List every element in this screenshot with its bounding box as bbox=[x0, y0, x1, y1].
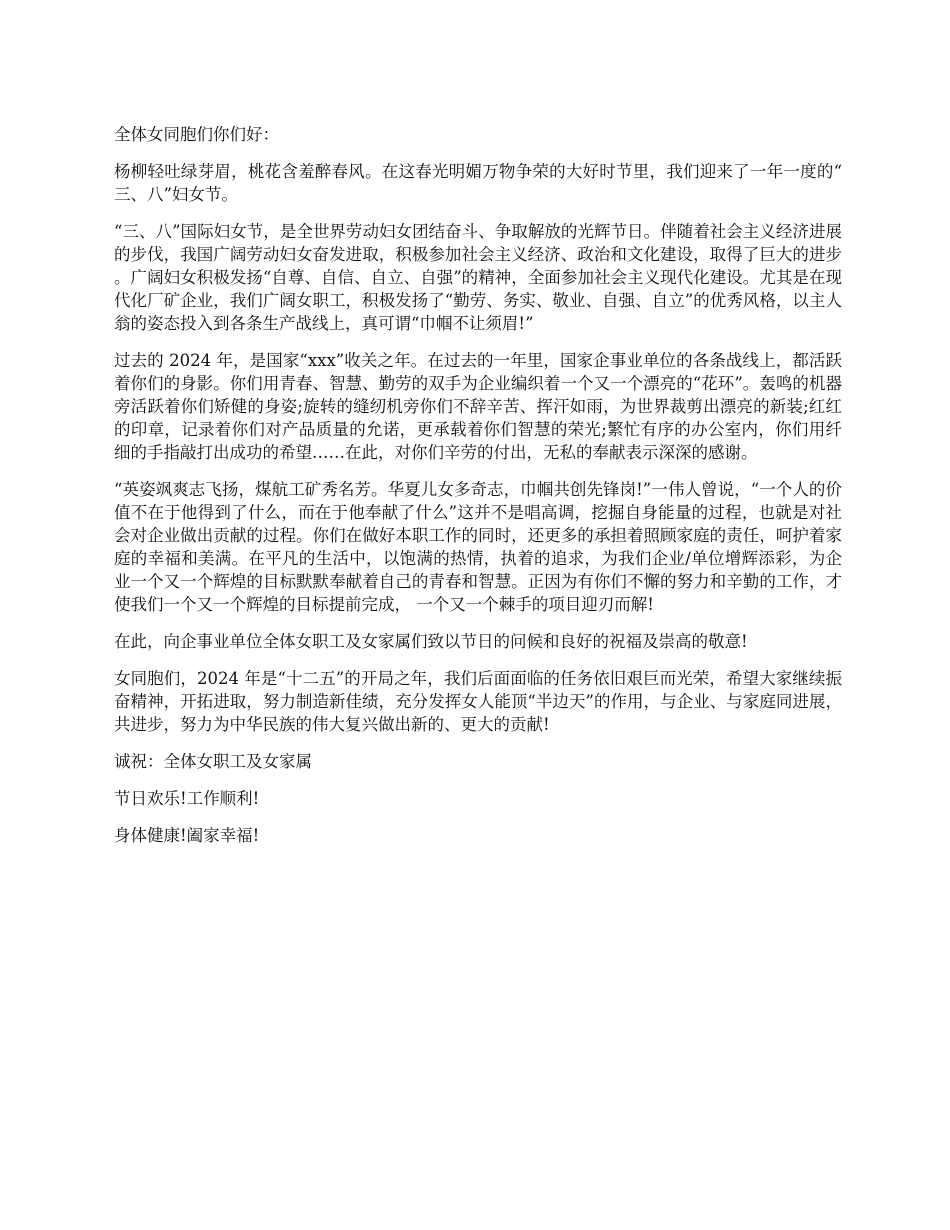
closing-line-1: 诚祝：全体女职工及女家属 bbox=[114, 752, 312, 771]
paragraph-greetings: 在此，向企事业单位全体女职工及女家属们致以节日的问候和良好的祝福及崇高的敬意! bbox=[114, 632, 748, 651]
paragraph-womens-day: “三、八”国际妇女节，是全世界劳动妇女团结奋斗、争取解放的光辉节日。伴随着社会主义经济进展的步伐，我国广阔劳动妇女奋发进取，积极参加社会主义经济、政治和文化建设，取得了巨大的进步。广阔妇女积极发扬“自尊、自信、自立、自强”的精神，全面参加社会主义现代化建设。尤其是在现代化厂矿企业，我们广阔女职工，积极发扬了“勤劳、务实、敬业、自强、自立”的优秀风格，以主人翁的姿态投入到各条生产战线上，真可谓“巾帼不让须眉!” bbox=[114, 222, 842, 333]
paragraph-value: “英姿飒爽志飞扬，煤航工矿秀名芳。华夏儿女多奇志，巾帼共创先锋岗!”一伟人曾说，“一个人的价值不在于他得到了什么，而在于他奉献了什么”这并不是唱高调，挖掘自身能量的过程，也就是对社会对企业做出贡献的过程。你们在做好本职工作的同时，还更多的承担着照顾家庭的责任，呵护着家庭的幸福和美满。在平凡的生活中，以饱满的热情，执着的追求，为我们企业/单位增辉添彩，为企业一个又一个辉煌的目标默默奉献着自己的青春和智慧。正因为有你们不懈的努力和辛勤的工作，才使我们一个又一个辉煌的目标提前完成， 一个又一个棘手的项目迎刃而解! bbox=[114, 480, 842, 614]
paragraph-past-year: 过去的 2024 年，是国家“xxx”收关之年。在过去的一年里，国家企事业单位的各条战线上，都活跃着你们的身影。你们用青春、智慧、勤劳的双手为企业编织着一个又一个漂亮的“花环”。轰鸣的机器旁活跃着你们矫健的身姿;旋转的缝纫机旁你们不辞辛苦、挥汗如雨，为世界裁剪出漂亮的新装;红红的印章，记录着你们对产品质量的允诺，更承载着你们智慧的荣光;繁忙有序的办公室内，你们用纤细的手指敲打出成功的希望……在此，对你们辛劳的付出，无私的奉献表示深深的感谢。 bbox=[114, 351, 842, 462]
closing-line-2: 节日欢乐!工作顺利! bbox=[114, 789, 260, 808]
paragraph-outlook: 女同胞们，2024 年是“十二五”的开局之年，我们后面面临的任务依旧艰巨而光荣，希望大家继续振奋精神，开拓进取，努力制造新佳绩，充分发挥女人能顶“半边天”的作用，与企业、与家庭同进展，共进步，努力为中华民族的伟大复兴做出新的、更大的贡献! bbox=[114, 669, 842, 734]
greeting: 全体女同胞们你们好： bbox=[114, 125, 279, 144]
closing-line-3: 身体健康!阖家幸福! bbox=[114, 826, 260, 845]
paragraph-spring: 杨柳轻吐绿芽眉，桃花含羞醉春风。在这春光明媚万物争荣的大好时节里，我们迎来了一年一度的“三、八”妇女节。 bbox=[114, 162, 842, 204]
